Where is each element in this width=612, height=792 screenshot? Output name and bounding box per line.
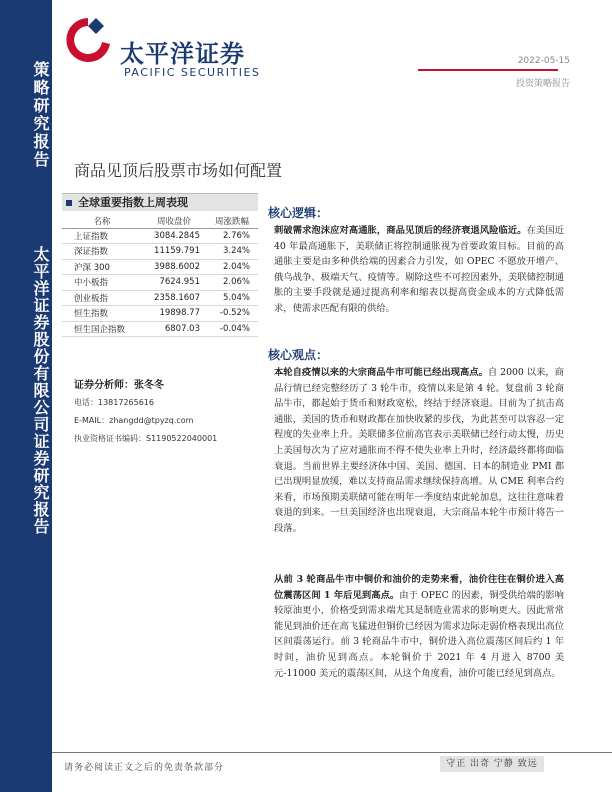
index-change: 2.06% — [206, 275, 258, 291]
index-close: 19898.77 — [142, 306, 206, 322]
index-name: 中小板指 — [62, 275, 142, 291]
index-change: -0.04% — [206, 321, 258, 337]
table-header-row — [62, 214, 258, 228]
report-type: 投资策略报告 — [515, 79, 570, 89]
core-view-lead-1: 本轮自疫情以来的大宗商品牛市可能已经出现高点。 — [274, 367, 488, 378]
analyst-phone: 电话：13817265616 — [74, 398, 154, 407]
footer-divider — [52, 752, 612, 753]
report-title: 商品见顶后股票市场如何配置 — [74, 161, 283, 180]
analyst-name: 证券分析师：张冬冬 — [74, 380, 164, 391]
index-change: 2.04% — [206, 259, 258, 275]
table-row — [62, 275, 258, 291]
core-view-lead-2: 从前 3 轮商品牛市中铜价和油价的走势来看，油价往往在铜价进入高位震荡区间 1 年后见到高点。 — [274, 574, 564, 601]
table-row — [62, 321, 258, 337]
index-name: 深证指数 — [62, 244, 142, 260]
index-close: 6807.03 — [142, 321, 206, 337]
index-close: 7624.951 — [142, 275, 206, 291]
analyst-email[interactable]: E-MAIL：zhangdd@tpyzq.com — [74, 416, 194, 425]
sidebar-report-category: 策略研究报告 — [31, 61, 50, 169]
column-header-change: 周涨跌幅 — [206, 214, 258, 228]
square-bullet-icon — [66, 200, 72, 206]
index-close: 11159.791 — [142, 244, 206, 260]
index-name: 恒生指数 — [62, 306, 142, 322]
report-date: 2022-05-15 — [517, 56, 570, 66]
core-view-paragraph-1 — [274, 365, 564, 537]
company-motto: 守正 出奇 宁静 致远 — [440, 756, 544, 772]
index-change: -0.52% — [206, 306, 258, 322]
index-table — [62, 214, 258, 337]
table-row — [62, 259, 258, 275]
index-table-heading — [62, 193, 258, 211]
table-row — [62, 290, 258, 306]
index-name: 创业板指 — [62, 290, 142, 306]
brand-name-cn: 太平洋证券 — [120, 40, 245, 68]
index-name: 恒生国企指数 — [62, 321, 142, 337]
core-view-body-2: 由于 OPEC 的因素，铜受供给端的影响较原油更小，价格受到需求端尤其是制造业需求的影响更大。因此常常能见到油价还在高飞猛进但铜价已经因为需求边际走弱价格表现出高位区间震荡运行。前 3 轮商品牛市中，铜价进入高位震荡区间后约 1 年时间，油价见到高点。本轮铜价于 2021 年 4 月进入 8700 美元-11000 美元的震荡区间，从这个角度看，油价可能已经见到高点。 — [274, 589, 564, 679]
core-view-body-1: 自 2000 以来，商品行情已经完整经历了 3 轮牛市，疫情以来是第 4 轮。复盘前 3 轮商品牛市，都起始于货币和财政宽松，终结于经济衰退。目前为了抗击高通胀，美国的货币和财政都在加快收紧的步伐，为此甚至可以容忍一定程度的失业率上升。美联储多位前高官表示美联储已经行动太慢，历史上美国每次为了应对通胀而不得不使失业率上升时，经济最终都将面临衰退。当前世界主要经济体中国、美国、德国、日本的制造业 PMI 都已出现明显放缓，难以支持商品需求继续保持高增。从 CME 利率合约来看，市场预期美联储可能在明年一季度结束此轮加息，这往往意味着衰退的到来。一旦美国经济也出现衰退，大宗商品本轮牛市预计将告一段落。 — [274, 367, 564, 534]
core-view-heading: 核心观点： — [268, 348, 329, 362]
index-name: 上证指数 — [62, 228, 142, 244]
index-close: 3988.6002 — [142, 259, 206, 275]
column-header-close: 周收盘价 — [142, 214, 206, 228]
index-close: 2358.1607 — [142, 290, 206, 306]
column-header-name: 名称 — [62, 214, 142, 228]
index-change: 3.24% — [206, 244, 258, 260]
analyst-license: 执业资格证书编码：S1190522040001 — [74, 434, 218, 443]
core-view-paragraph-2 — [274, 572, 564, 681]
table-row — [62, 228, 258, 244]
header-divider — [418, 69, 558, 71]
core-logic-lead: 刺破需求泡沫应对高通胀，商品见顶后的经济衰退风险临近。 — [274, 225, 527, 236]
index-change: 2.76% — [206, 228, 258, 244]
index-table-heading-text: 全球重要指数上周表现 — [78, 196, 188, 209]
table-row — [62, 244, 258, 260]
sidebar-company-label: 太平洋证券股份有限公司证券研究报告 — [31, 245, 50, 535]
index-change: 5.04% — [206, 290, 258, 306]
core-logic-paragraph — [274, 223, 564, 317]
index-name: 沪深 300 — [62, 259, 142, 275]
pacific-logo-icon — [62, 14, 114, 66]
index-close: 3084.2845 — [142, 228, 206, 244]
table-row — [62, 306, 258, 322]
core-logic-heading: 核心逻辑： — [268, 206, 329, 220]
brand-name-en: PACIFIC SECURITIES — [124, 66, 261, 79]
core-logic-body: 在美国近 40 年最高通胀下，美联储正将控制通胀视为首要政策目标。目前的高通胀主要是由多种供给端的因素合力引发，如 OPEC 不愿放开增产、俄乌战争、极端天气、疫情等。剔除这些不可控因素外，美联储控制通胀的主要手段就是通过提高利率和缩表以提高资金成本的方式降低需求，使需求匹配有限的供给。 — [274, 225, 564, 314]
disclaimer-note: 请务必阅读正文之后的免责条款部分 — [64, 763, 225, 773]
